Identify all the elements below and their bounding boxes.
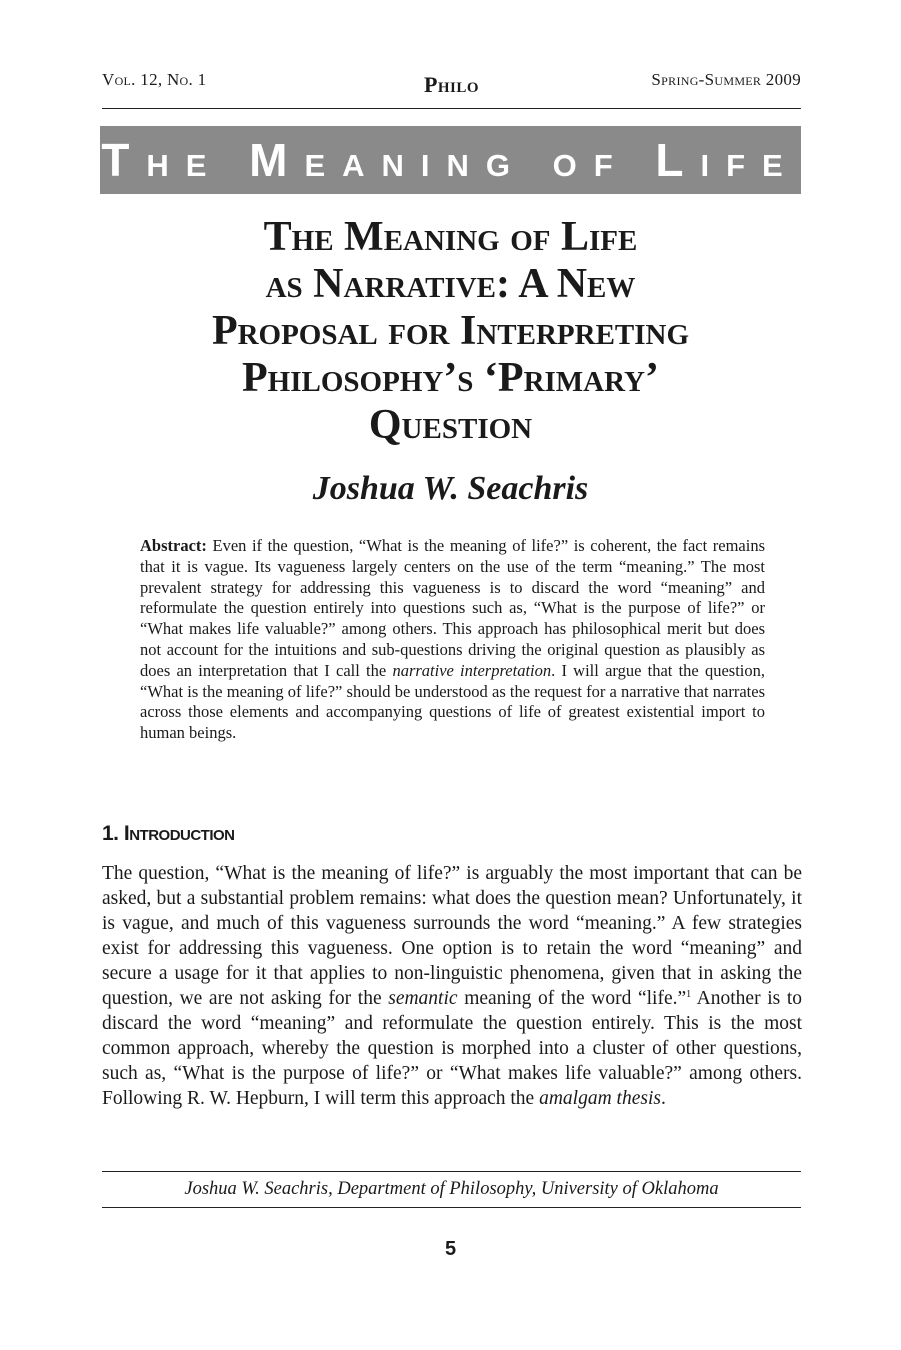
author-affiliation: Joshua W. Seachris, Department of Philosophy, University of Oklahoma [102, 1171, 801, 1208]
section-number: 1. [102, 822, 119, 845]
banner-word-ife: IFE [700, 148, 800, 183]
banner-letter-t: T [101, 134, 147, 186]
body-text: Another is to discard the word “meaning” and reformulate the question entirely. This is the most common approach, whereby the question is morphed into a cluster of other questions, such as, “What is the purpose of life?” or “What makes life valuable?” among others. Following R. W. Hepburn, I will term this approach the [102, 988, 802, 1109]
body-text: . [660, 1088, 666, 1109]
banner-word-eaning: EANING [304, 148, 528, 183]
section-heading [102, 822, 235, 846]
abstract [140, 536, 765, 744]
body-italic: amalgam thesis [539, 1088, 661, 1109]
title-line: as Narrative: A New [265, 261, 636, 307]
title-line: Proposal for Interpreting [211, 308, 690, 354]
abstract-label: Abstract: [140, 536, 207, 555]
volume-issue: Vol. 12, No. 1 [102, 70, 207, 89]
abstract-italic-term: narrative interpretation [392, 660, 552, 680]
banner-letter-l: L [655, 134, 701, 186]
banner-word-he: HE [146, 148, 224, 183]
banner-letter-m: M [249, 134, 305, 186]
footnote-marker[interactable]: 1 [686, 989, 692, 1000]
title-line: Philosophy’s ‘Primary’ [242, 355, 659, 401]
abstract-text: . I will argue that the question, “What is the meaning of life?” should be understood as the request for a narrative that narrates across those elements and accompanying questions of life of greatest existential import to human beings. [140, 660, 765, 743]
article-author: Joshua W. Seachris [312, 470, 589, 507]
body-text: meaning of the word “life.” [464, 988, 687, 1009]
title-line: The Meaning of Life [263, 214, 638, 260]
title-line: Question [368, 402, 533, 448]
page-number: 5 [444, 1238, 457, 1260]
banner-word-of: OF [552, 148, 630, 183]
body-text: The question, “What is the meaning of life?” is arguably the most important that can be asked, but a substantial problem remains: what does the question mean? Unfortunately, it is vague, and much of this vagueness surrounds the word “meaning.” A few strategies exist for addressing this vagueness. One option is to retain the word “meaning” and secure a usage for it that applies to non-linguistic phenomena, given that in asking the question, we are not asking for the [102, 863, 802, 1009]
running-head [102, 66, 801, 109]
journal-logo: Philo [423, 72, 480, 97]
abstract-text: Even if the question, “What is the meaning of life?” is coherent, the fact remains that it is vague. Its vagueness largely centers on the use of the term “meaning.” The most prevalent strategy for addressing this vagueness is to discard the word “meaning” and reformulate the question entirely into questions such as, “What is the purpose of life?” or “What makes life valuable?” among others. This approach has philosophical merit but does not account for the intuitions and sub-questions driving the original question as plausibly as does an interpretation that I call the [140, 536, 766, 680]
section-title: Introduction [123, 822, 235, 845]
section-banner [100, 126, 801, 194]
article-title [100, 214, 801, 449]
issue-season: Spring-Summer 2009 [651, 70, 801, 89]
body-italic: semantic [388, 988, 458, 1009]
body-paragraph [102, 861, 802, 1111]
